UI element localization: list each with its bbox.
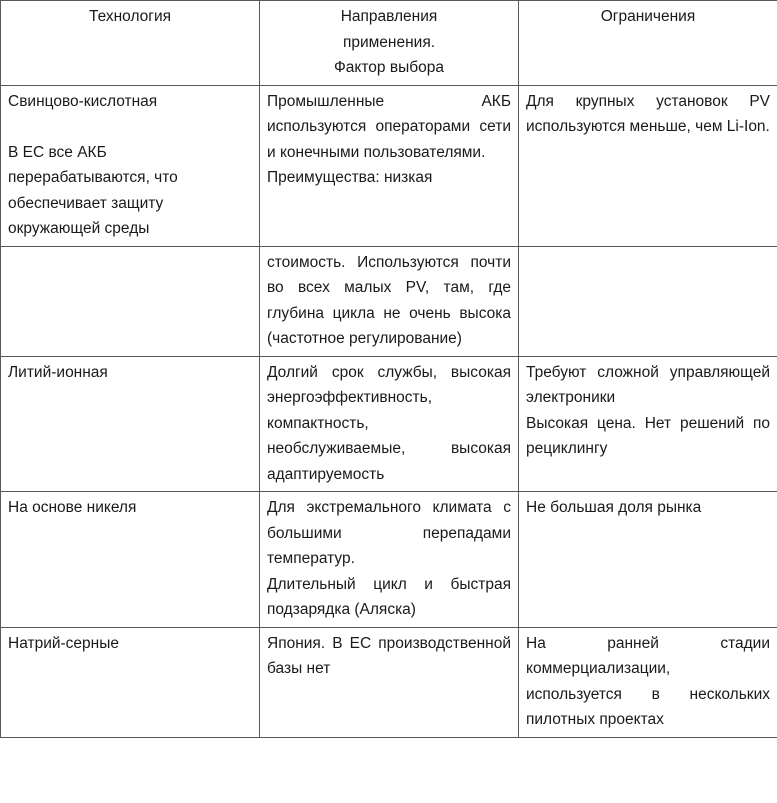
cell-paragraph: Натрий-серные — [8, 634, 119, 652]
cell-nickel-limitations — [519, 492, 777, 628]
header-line: применения. — [342, 33, 436, 51]
cell-paragraph: На ранней стадии коммерциализации, используется в нескольких пилотных проектах — [526, 634, 775, 728]
table-header — [1, 1, 777, 86]
cell-paragraph: На основе никеля — [8, 499, 137, 516]
cell-lithium-technology — [1, 356, 260, 492]
header-line: Технология — [88, 8, 171, 25]
table-row — [1, 627, 777, 737]
cell-paragraph: Япония. В ЕС производственной базы нет — [267, 634, 516, 677]
cell-paragraph: Требуют сложной управляющей электроники — [526, 363, 775, 406]
header-line: Фактор выбора — [334, 59, 444, 76]
cell-sodium-limitations — [519, 627, 777, 737]
cell-lithium-applications — [260, 356, 519, 492]
cell-continued-technology — [1, 246, 260, 356]
col-limitations — [519, 1, 777, 86]
cell-paragraph: Долгий срок службы, высокая энергоэффективность, компактность, необслуживаемые, высокая адаптируемость — [267, 363, 516, 483]
col-applications — [260, 1, 519, 86]
cell-lead-acid-applications — [260, 85, 519, 246]
paragraph-spacer — [8, 114, 252, 140]
table-row — [1, 356, 777, 492]
cell-paragraph: Литий-ионная — [8, 363, 108, 381]
cell-paragraph: Свинцово-кислотная — [8, 92, 158, 110]
table-row — [1, 246, 777, 356]
cell-continued-applications — [260, 246, 519, 356]
cell-continued-limitations — [519, 246, 777, 356]
cell-paragraph: Для экстремального климата с большими перепадами температур. — [267, 499, 516, 567]
cell-paragraph: Высокая цена. Нет решений по рециклингу — [526, 414, 775, 457]
col-technology — [1, 1, 260, 86]
cell-paragraph: Промышленные АКБ используются операторами сети и конечными пользователями. — [267, 92, 516, 161]
cell-paragraph: Не большая доля рынка — [526, 499, 702, 516]
cell-lithium-limitations — [519, 356, 777, 492]
cell-sodium-technology — [1, 627, 260, 737]
header-line: Направления — [340, 8, 438, 25]
cell-nickel-applications — [260, 492, 519, 628]
cell-paragraph: стоимость. Используются почти во всех малых PV, там, где глубина цикла не очень высока (частотное регулирование) — [267, 253, 516, 347]
cell-nickel-technology — [1, 492, 260, 628]
cell-lead-acid-limitations — [519, 85, 777, 246]
cell-paragraph: В ЕС все АКБ перерабатываются, что обеспечивает защиту окружающей среды — [8, 143, 183, 237]
header-line: Ограничения — [600, 8, 696, 25]
table-header-row — [1, 1, 777, 86]
cell-sodium-applications — [260, 627, 519, 737]
table-row — [1, 492, 777, 628]
cell-paragraph: Длительный цикл и быстрая подзарядка (Аляска) — [267, 575, 516, 618]
table-row — [1, 85, 777, 246]
table-body — [1, 85, 777, 737]
cell-paragraph: Преимущества: низкая — [267, 169, 433, 186]
cell-lead-acid-technology — [1, 85, 260, 246]
cell-paragraph: Для крупных установок PV используются меньше, чем Li-Ion. — [526, 92, 775, 135]
